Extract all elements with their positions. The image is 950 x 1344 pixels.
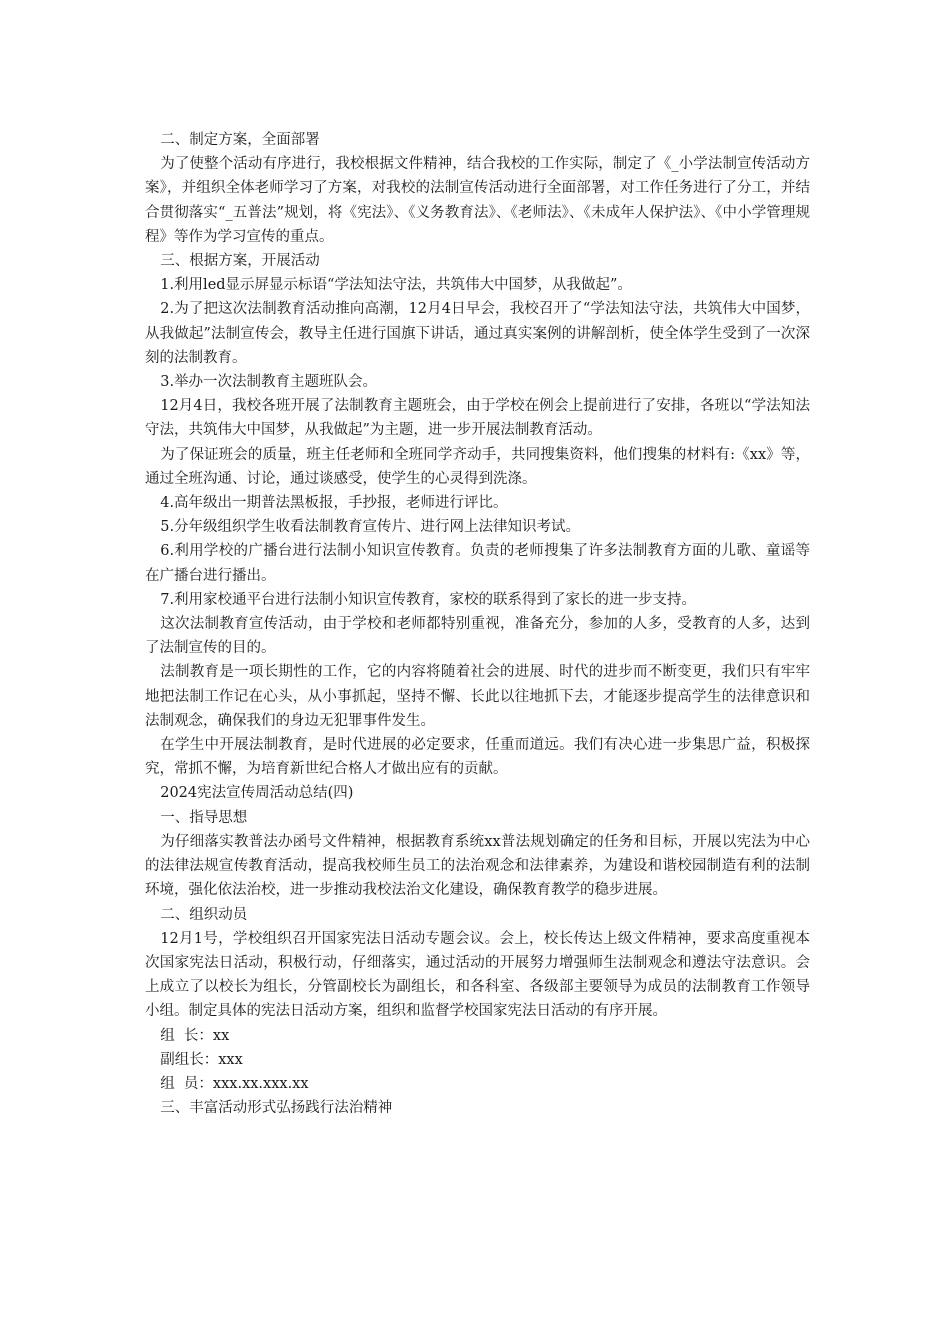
document-body [145, 128, 810, 1120]
heading-plan: 二、制定方案，全面部署 [160, 132, 320, 148]
member-deputy-leader: 副组长：xxx [160, 1051, 243, 1068]
member-leader: 组 长：xx [160, 1027, 230, 1044]
paragraph-summary: 这次法制教育宣传活动，由于学校和老师都特别重视，准备充分，参加的人多，受教育的人多，达到了法制宣传的目的。 [145, 616, 810, 657]
paragraph-class-meeting-detail: 12月4日，我校各班开展了法制教育主题班会，由于学校在例会上提前进行了安排，各班以“学法知法守法，共筑伟大中国梦，从我做起”为主题，进一步开展法制教育活动。 [145, 398, 810, 439]
list-item-video: 5.分年级组织学生收看法制教育宣传片、进行网上法律知识考试。 [160, 519, 581, 536]
section-title-four: 2024宪法宣传周活动总结(四) [160, 785, 354, 802]
paragraph-mobilization: 12月1号，学校组织召开国家宪法日活动专题会议。会上，校长传达上级文件精神，要求高度重视本次国家宪法日活动，积极行动，仔细落实，通过活动的开展努力增强师生法制观念和遵法守法意识。会上成立了以校长为组长，分管副校长为副组长，和各科室、各级部主要领导为成员的法制教育工作领导小组。制定具体的宪法日活动方案，组织和监督学校国家宪法日活动的有序开展。 [145, 930, 810, 1020]
list-item-class-meeting: 3.举办一次法制教育主题班队会。 [160, 374, 378, 391]
paragraph-class-meeting-quality: 为了保证班会的质量，班主任老师和全班同学齐动手，共同搜集资料，他们搜集的材料有:《xx》等，通过全班沟通、讨论，通过谈感受，使学生的心灵得到洗涤。 [145, 446, 810, 487]
heading-guiding-thought: 一、指导思想 [160, 809, 248, 826]
list-item-broadcast: 6.利用学校的广播台进行法制小知识宣传教育。负责的老师搜集了许多法制教育方面的儿歌、童谣等在广播台进行播出。 [145, 543, 810, 584]
heading-activity-forms: 三、丰富活动形式弘扬践行法治精神 [160, 1100, 393, 1117]
list-item-home-school: 7.利用家校通平台进行法制小知识宣传教育，家校的联系得到了家长的进一步支持。 [160, 591, 697, 608]
member-members: 组 员：xxx.xx.xxx.xx [160, 1075, 309, 1092]
paragraph-requirement: 在学生中开展法制教育，是时代进展的必定要求，任重而道远。我们有决心进一步集思广益，积极探究，常抓不懈，为培育新世纪合格人才做出应有的贡献。 [145, 737, 810, 778]
paragraph-long-term: 法制教育是一项长期性的工作，它的内容将随着社会的进展、时代的进步而不断变更，我们只有牢牢地把法制工作记在心头，从小事抓起，坚持不懈、长此以往地抓下去，才能逐步提高学生的法律意识和法制观念，确保我们的身边无犯罪事件发生。 [145, 664, 810, 729]
heading-activities: 三、根据方案，开展活动 [160, 253, 320, 270]
paragraph-plan-detail: 为了使整个活动有序进行，我校根据文件精神，结合我校的工作实际，制定了《_小学法制宣传活动方案》，并组织全体老师学习了方案，对我校的法制宣传活动进行全面部署，对工作任务进行了分工，并结合贯彻落实“_五普法”规划，将《宪法》、《义务教育法》、《老师法》、《未成年人保护法》、《中小学管理规程》等作为学习宣传的重点。 [145, 156, 810, 245]
list-item-morning-meeting: 2.为了把这次法制教育活动推向高潮，12月4日早会，我校召开了“学法知法守法，共筑伟大中国梦，从我做起”法制宣传会，教导主任进行国旗下讲话，通过真实案例的讲解剖析，使全体学生受到了一次深刻的法制教育。 [145, 301, 810, 366]
paragraph-guiding-thought: 为仔细落实教普法办函号文件精神，根据教育系统xx普法规划确定的任务和目标，开展以宪法为中心的法律法规宣传教育活动，提高我校师生员工的法治观念和法律素养，为建设和谐校园制造有利的法制环境，强化依法治校，进一步推动我校法治文化建设，确保教育教学的稳步进展。 [145, 833, 810, 899]
heading-mobilization: 二、组织动员 [160, 906, 248, 923]
list-item-led: 1.利用led显示屏显示标语“学法知法守法，共筑伟大中国梦，从我做起”。 [160, 277, 632, 294]
list-item-blackboard: 4.高年级出一期普法黑板报，手抄报，老师进行评比。 [160, 495, 508, 512]
